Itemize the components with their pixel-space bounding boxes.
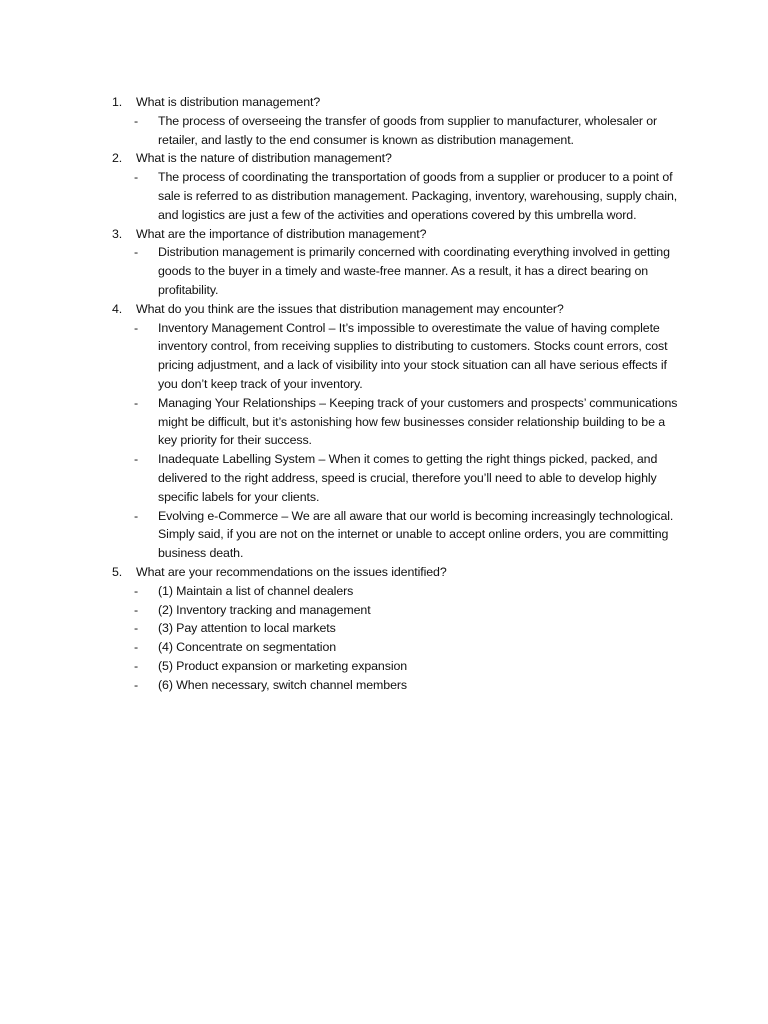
answer-text: The process of overseeing the transfer of goods from supplier to manufacturer, wholesaler or retailer, and lastly to the end consumer is known as distribution management. bbox=[158, 113, 658, 147]
recommendation-text: (3) Pay attention to local markets bbox=[158, 621, 336, 636]
answer-text: Inventory Management Control – It’s impossible to overestimate the value of having complete inventory control, from receiving supplies to distributing to customers. Stocks count errors, cost pricing adjustment, and a lack of visibility into your stock situation can all have serious effects if you don’t keep track of your inventory. bbox=[158, 320, 668, 391]
recommendation-item bbox=[112, 619, 682, 638]
answer-item bbox=[112, 243, 682, 299]
dash-bullet: - bbox=[134, 640, 139, 655]
recommendation-text: (4) Concentrate on segmentation bbox=[158, 640, 337, 655]
question-4 bbox=[112, 300, 682, 319]
recommendation-text: (2) Inventory tracking and management bbox=[158, 602, 371, 617]
answer-text: Inadequate Labelling System – When it comes to getting the right things picked, packed, and delivered to the right address, speed is crucial, therefore you’ll need to able to develop highly specific labels for your clients. bbox=[158, 452, 658, 504]
dash-bullet: - bbox=[134, 508, 139, 523]
question-text: What are the importance of distribution management? bbox=[136, 226, 427, 241]
recommendation-text: (5) Product expansion or marketing expansion bbox=[158, 658, 408, 673]
dash-bullet: - bbox=[134, 677, 139, 692]
dash-bullet: - bbox=[134, 583, 139, 598]
dash-bullet: - bbox=[134, 245, 139, 260]
dash-bullet: - bbox=[134, 320, 139, 335]
answer-text: Distribution management is primarily concerned with coordinating everything involved in getting goods to the buyer in a timely and waste-free manner. As a result, it has a direct bearing on profitability. bbox=[158, 245, 670, 297]
answer-item bbox=[112, 507, 682, 563]
answer-item bbox=[112, 168, 682, 224]
recommendation-item bbox=[112, 582, 682, 601]
dash-bullet: - bbox=[134, 395, 139, 410]
document-body bbox=[112, 93, 682, 695]
answer-text: Evolving e-Commerce – We are all aware that our world is becoming increasingly technological. Simply said, if you are not on the internet or unable to accept online orders, you are committing business death. bbox=[158, 508, 674, 561]
answer-item bbox=[112, 112, 682, 150]
recommendation-item bbox=[112, 601, 682, 620]
dash-bullet: - bbox=[134, 170, 139, 185]
recommendation-item bbox=[112, 638, 682, 657]
question-number: 1. bbox=[112, 95, 123, 109]
question-5 bbox=[112, 563, 682, 582]
question-1 bbox=[112, 93, 682, 112]
question-number: 4. bbox=[112, 301, 123, 316]
dash-bullet: - bbox=[134, 621, 139, 636]
recommendation-item bbox=[112, 657, 682, 676]
answer-text: The process of coordinating the transportation of goods from a supplier or producer to a point of sale is referred to as distribution management. Packaging, inventory, warehousing, supply chain, and logistics are just a few of the activities and operations covered by this umbrella word. bbox=[158, 170, 678, 222]
answer-text: Managing Your Relationships – Keeping track of your customers and prospects’ communications might be difficult, but it’s astonishing how few businesses consider relationship building to be a key priority for their success. bbox=[158, 395, 678, 448]
question-text: What is the nature of distribution management? bbox=[136, 151, 392, 166]
question-number: 2. bbox=[112, 151, 123, 166]
answer-item bbox=[112, 394, 682, 450]
question-text: What is distribution management? bbox=[136, 95, 321, 109]
question-2 bbox=[112, 149, 682, 168]
answer-item bbox=[112, 450, 682, 506]
dash-bullet: - bbox=[134, 602, 139, 617]
dash-bullet: - bbox=[134, 658, 139, 673]
question-number: 5. bbox=[112, 564, 123, 579]
dash-bullet: - bbox=[134, 113, 139, 128]
question-number: 3. bbox=[112, 226, 123, 241]
question-text: What are your recommendations on the issues identified? bbox=[136, 564, 447, 579]
question-3 bbox=[112, 225, 682, 244]
answer-item bbox=[112, 319, 682, 394]
recommendation-text: (1) Maintain a list of channel dealers bbox=[158, 583, 354, 598]
recommendation-text: (6) When necessary, switch channel members bbox=[158, 677, 407, 692]
question-text: What do you think are the issues that distribution management may encounter? bbox=[136, 301, 564, 316]
dash-bullet: - bbox=[134, 452, 139, 467]
recommendation-item bbox=[112, 676, 682, 695]
